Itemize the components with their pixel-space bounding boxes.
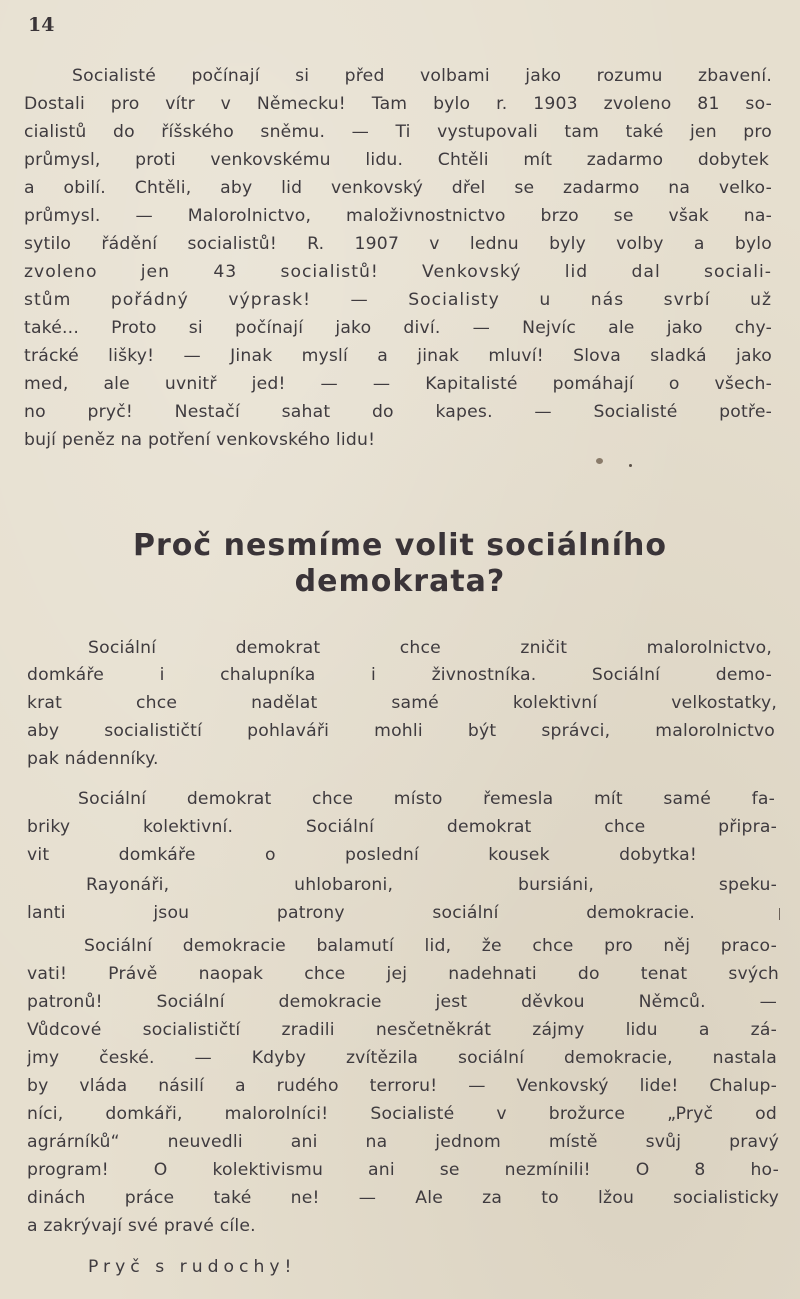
text-line: také... Proto si počínají jako diví. — Nejvíc ale jako chy- bbox=[24, 318, 772, 338]
text-line: cialistů do říšského sněmu. — Ti vystupovali tam také jen pro bbox=[24, 122, 772, 142]
text-line: Rayonáři, uhlobaroni, bursiáni, speku- bbox=[86, 875, 777, 895]
text-line: med, ale uvnitř jed! — — Kapitalisté pomáhají o všech- bbox=[24, 374, 772, 394]
text-line: briky kolektivní. Sociální demokrat chce připra- bbox=[27, 817, 777, 837]
text-line: by vláda násilí a rudého terroru! — Venkovský lide! Chalup- bbox=[27, 1076, 777, 1096]
section-heading-line1: Proč nesmíme volit sociálního bbox=[133, 528, 667, 563]
text-line: dinách práce také ne! — Ale za to lžou socialisticky bbox=[27, 1188, 779, 1208]
text-line: průmysl. — Malorolnictvo, maloživnostnictvo brzo se však na- bbox=[24, 206, 772, 226]
text-line: Sociální demokracie balamutí lid, že chce pro něj praco- bbox=[84, 936, 777, 956]
print-speck bbox=[629, 464, 632, 467]
text-line: vit domkáře o poslední kousek dobytka! bbox=[27, 845, 697, 865]
text-line: agrárníků“ neuvedli ani na jednom místě svůj pravý bbox=[27, 1132, 779, 1152]
text-line: Sociální demokrat chce místo řemesla mít samé fa- bbox=[78, 789, 775, 809]
text-line: Vůdcové socialističtí zradili nesčetněkrát zájmy lidu a zá- bbox=[27, 1020, 777, 1040]
text-line: Dostali pro vítr v Německu! Tam bylo r. 1903 zvoleno 81 so- bbox=[24, 94, 772, 114]
text-line: stům pořádný výprask! — Socialisty u nás svrbí už bbox=[24, 290, 772, 310]
text-line: níci, domkáři, malorolníci! Socialisté v brožurce „Pryč od bbox=[27, 1104, 777, 1124]
text-line: lanti jsou patrony sociální demokracie. bbox=[27, 903, 695, 923]
text-line: patronů! Sociální demokracie jest děvkou Němců. — bbox=[27, 992, 777, 1012]
text-line: trácké lišky! — Jinak myslí a jinak mluví! Slova sladká jako bbox=[24, 346, 772, 366]
text-line: bují peněz na potření venkovského lidu! bbox=[24, 430, 376, 450]
closing-slogan: Pryč s rudochy! bbox=[88, 1257, 297, 1277]
text-line: Sociální demokrat chce zničit malorolnictvo, bbox=[88, 638, 772, 658]
page-number: 14 bbox=[28, 14, 55, 36]
text-line: pak nádenníky. bbox=[27, 749, 159, 769]
text-line: no pryč! Nestačí sahat do kapes. — Socialisté potře- bbox=[24, 402, 772, 422]
text-line: průmysl, proti venkovskému lidu. Chtěli mít zadarmo dobytek bbox=[24, 150, 769, 170]
text-line: vati! Právě naopak chce jej nadehnati do tenat svých bbox=[27, 964, 779, 984]
margin-mark bbox=[779, 908, 780, 920]
text-line: jmy české. — Kdyby zvítězila sociální demokracie, nastala bbox=[27, 1048, 777, 1068]
text-line: aby socialističtí pohlaváři mohli být správci, malorolnictvo bbox=[27, 721, 775, 741]
text-line: zvoleno jen 43 socialistů! Venkovský lid dal sociali- bbox=[24, 262, 772, 282]
section-heading-line2: demokrata? bbox=[294, 564, 506, 599]
print-speck bbox=[596, 458, 603, 464]
text-line: sytilo řádění socialistů! R. 1907 v lednu byly volby a bylo bbox=[24, 234, 772, 254]
text-line: a obilí. Chtěli, aby lid venkovský dřel se zadarmo na velko- bbox=[24, 178, 772, 198]
text-line: program! O kolektivismu ani se nezmínili! O 8 ho- bbox=[27, 1160, 779, 1180]
text-line: krat chce nadělat samé kolektivní velkostatky, bbox=[27, 693, 777, 713]
text-line: a zakrývají své pravé cíle. bbox=[27, 1216, 256, 1236]
text-line: domkáře i chalupníka i živnostníka. Sociální demo- bbox=[27, 665, 772, 685]
text-line: Socialisté počínají si před volbami jako rozumu zbavení. bbox=[72, 66, 772, 86]
